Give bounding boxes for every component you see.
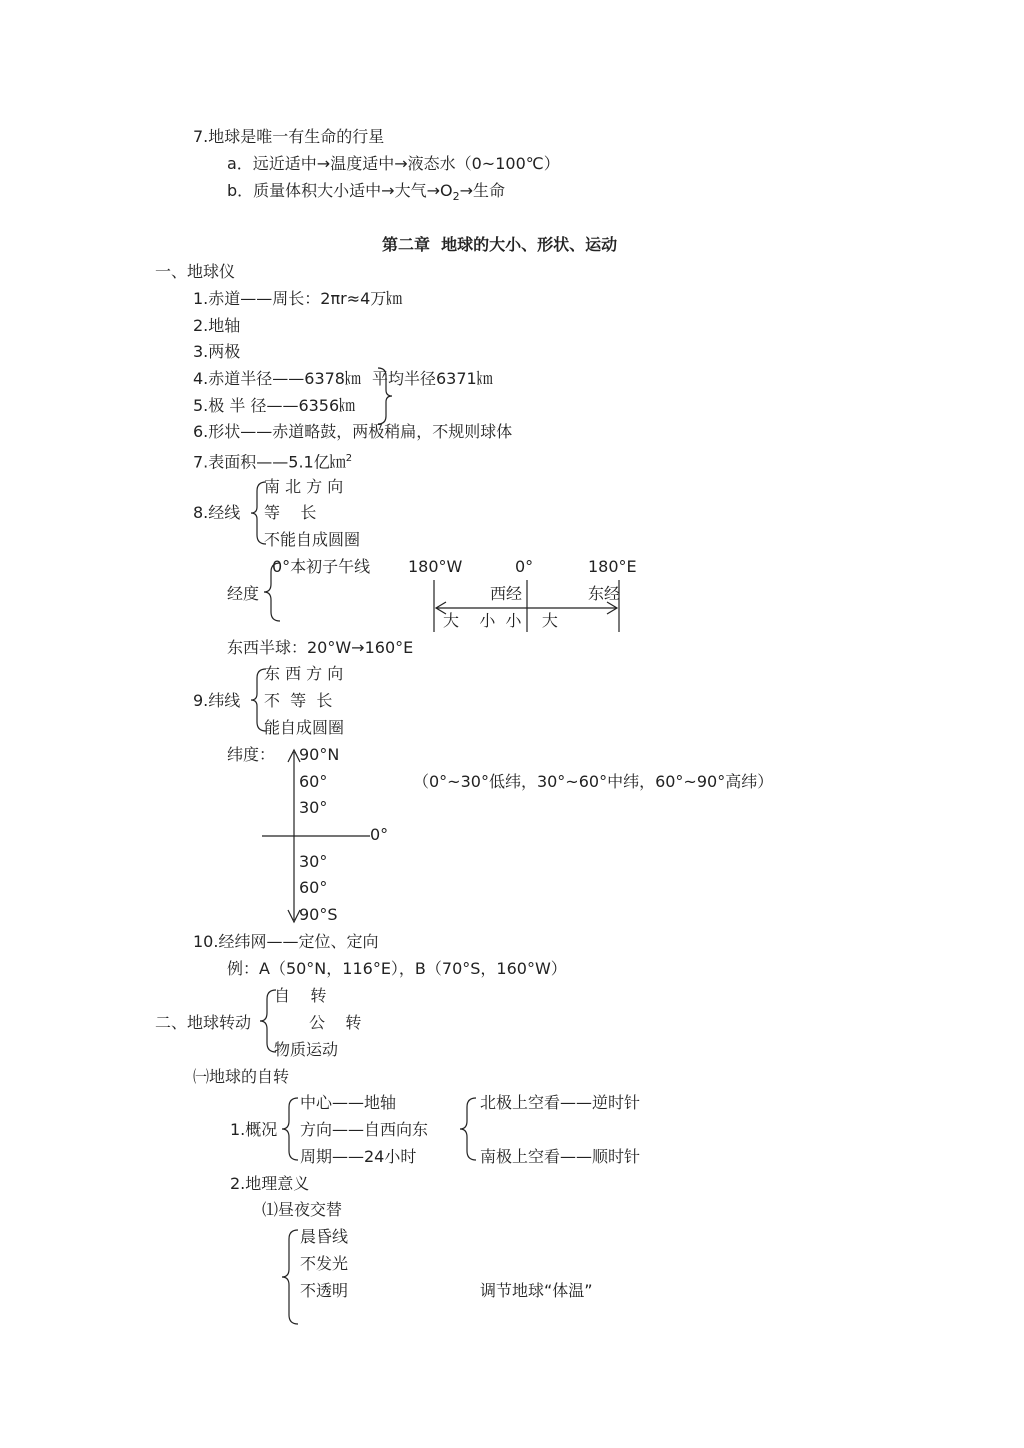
motion-item-material: 物质运动 — [274, 1040, 339, 1059]
globe-item-10: 10.经纬网——定位、定向 — [193, 932, 379, 951]
overview-center: 中心——地轴 — [300, 1093, 397, 1112]
lon-0: 0° — [515, 557, 534, 576]
parallel-item-1: 东 西 方 向 — [264, 664, 344, 683]
subscript: 2 — [452, 190, 460, 204]
parallel-item-3: 能自成圆圈 — [264, 718, 345, 737]
overview-brace — [282, 1098, 298, 1160]
section-heading-motion: 二、地球转动 — [155, 1013, 252, 1032]
non-luminous: 不发光 — [300, 1254, 349, 1273]
motion-item-rotation: 自 转 — [274, 986, 327, 1005]
globe-item-1: 1.赤道——周长：2πr≈4万㎞ — [193, 289, 403, 308]
intro-item-7b-suffix: →生命 — [459, 181, 505, 200]
chapter-title: 第二章 地球的大小、形状、运动 — [382, 235, 618, 254]
motion-brace — [260, 990, 276, 1052]
longitude-label: 经度 — [227, 584, 260, 603]
globe-item-4: 4.赤道半径——6378㎞ — [193, 369, 361, 388]
lat-tick-30n: 30° — [299, 798, 328, 817]
rotation-subheading: ㈠地球的自转 — [193, 1067, 290, 1086]
intro-item-7: 7.地球是唯一有生命的行星 — [193, 127, 385, 146]
superscript: 2 — [345, 453, 353, 464]
lat-tick-90n: 90°N — [299, 745, 340, 764]
radius-brace — [378, 368, 392, 424]
longitude-brace — [264, 563, 280, 621]
globe-item-6: 6.形状——赤道略鼓，两极稍扁，不规则球体 — [193, 422, 513, 441]
meridian-brace — [251, 482, 266, 544]
parallel-item-2: 不 等 长 — [264, 691, 333, 710]
latitude-label: 纬度： — [227, 745, 276, 764]
lat-tick-30s: 30° — [299, 852, 328, 871]
globe-item-5: 5.极 半 径——6356㎞ — [193, 396, 356, 415]
south-pole-view: 南极上空看——顺时针 — [480, 1147, 641, 1166]
lat-tick-60s: 60° — [299, 878, 328, 897]
parallel-label: 9.纬线 — [193, 691, 241, 710]
meridian-item-3: 不能自成圆圈 — [264, 530, 361, 549]
day-night-brace — [282, 1230, 298, 1324]
latitude-note: （0°~30°低纬，30°~60°中纬，60°~90°高纬） — [413, 772, 774, 791]
hemispheres: 东西半球：20°W→160°E — [227, 638, 414, 657]
parallel-brace — [251, 669, 266, 731]
lat-tick-0: 0° — [370, 825, 389, 844]
west-longitude: 西经 — [490, 584, 523, 603]
meridian-item-1: 南 北 方 向 — [264, 477, 344, 496]
intro-item-7b-prefix: b．质量体积大小适中→大气→O — [227, 181, 453, 200]
meridian-label: 8.经线 — [193, 503, 241, 522]
regulate-temperature: 调节地球“体温” — [480, 1281, 593, 1300]
day-night-alternation: ⑴昼夜交替 — [262, 1200, 343, 1219]
section-heading-globe: 一、地球仪 — [155, 262, 236, 281]
north-pole-view: 北极上空看——逆时针 — [480, 1093, 641, 1112]
prime-meridian: 0°本初子午线 — [272, 557, 371, 576]
lat-tick-60n: 60° — [299, 772, 328, 791]
overview-period: 周期——24小时 — [300, 1147, 417, 1166]
average-radius: 平均半径6371㎞ — [372, 369, 493, 388]
lon-180e: 180°E — [588, 557, 637, 576]
opaque: 不透明 — [300, 1281, 349, 1300]
globe-item-7-text: 7.表面积——5.1亿㎞ — [193, 452, 346, 472]
overview-label: 1.概况 — [230, 1120, 278, 1139]
terminator: 晨昏线 — [300, 1227, 349, 1246]
view-brace — [460, 1098, 476, 1160]
meridian-item-2: 等 长 — [264, 503, 317, 522]
motion-item-revolution: 公 转 — [309, 1013, 362, 1032]
east-longitude: 东经 — [588, 584, 621, 603]
longitude-scale: 大 小 小 大 — [443, 611, 558, 630]
grid-example: 例：A（50°N，116°E），B（70°S，160°W） — [227, 959, 567, 978]
overview-direction: 方向——自西向东 — [300, 1120, 429, 1139]
lon-180w: 180°W — [408, 557, 463, 576]
globe-item-2: 2.地轴 — [193, 316, 241, 335]
geo-significance: 2.地理意义 — [230, 1174, 310, 1193]
lat-tick-90s: 90°S — [299, 905, 338, 924]
globe-item-3: 3.两极 — [193, 342, 241, 361]
intro-item-7a: a．远近适中→温度适中→液态水（0~100℃） — [227, 154, 560, 173]
